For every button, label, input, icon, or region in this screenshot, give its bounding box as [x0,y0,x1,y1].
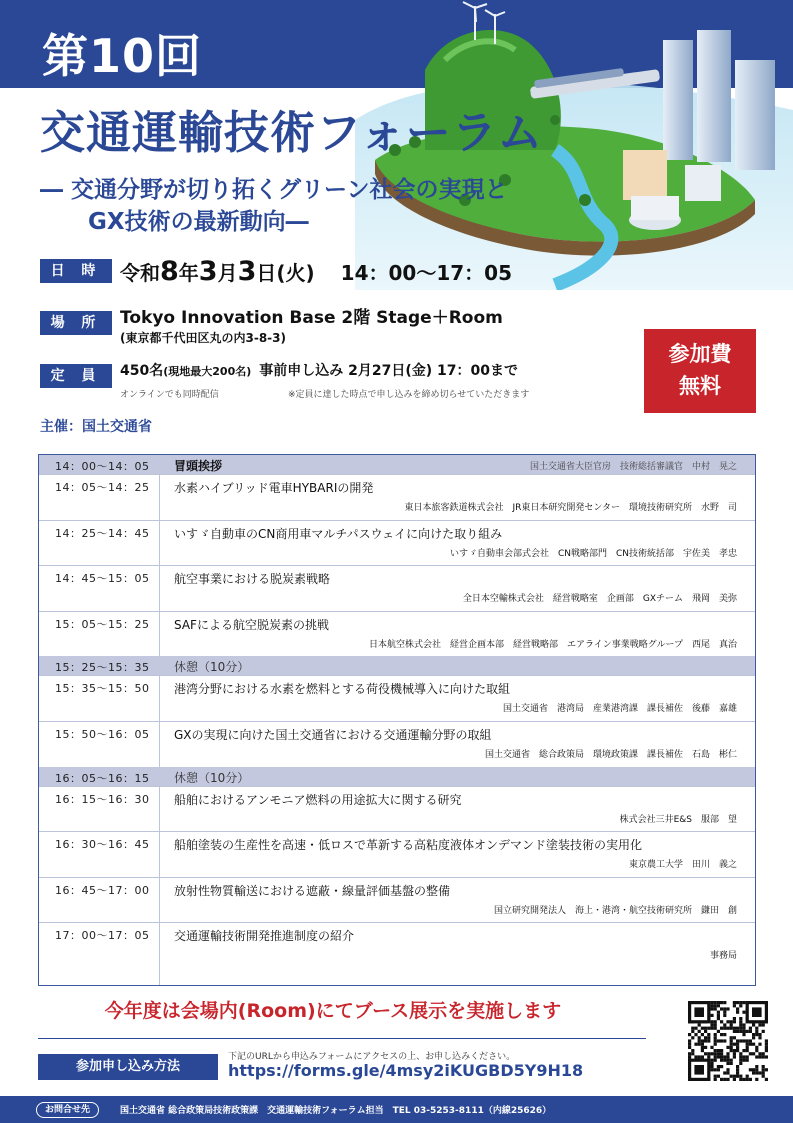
date-year: 8 [160,256,179,287]
session-speaker: 国土交通省 総合政策局 環境政策課 課長補佐 石島 彬仁 [484,750,737,760]
session-time: 16：45～17：00 [55,883,150,897]
booth-announcement: 今年度は会場内(Room)にてブース展示を実施します [104,1000,562,1022]
capacity-value: 450名 [120,363,164,379]
venue-address: (東京都千代田区丸の内3-8-3) [120,331,286,345]
session-title: 交通運輸技術開発推進制度の紹介 [174,929,355,944]
subtitle-line-2: GX技術の最新動向― [88,209,309,235]
session-speaker: 東京農工大学 田川 義之 [628,860,737,871]
session-speaker: 国立研究開発法人 海上・港湾・航空技術研究所 鎌田 創 [493,905,737,916]
contact-label: お問合せ先 [36,1102,99,1118]
session-title: 水素ハイブリッド電車HYBARIの開発 [174,481,374,495]
session-time: 15：05～15：25 [55,617,150,631]
program-session-row [39,786,755,831]
session-title: 放射性物質輸送における遮蔽・線量評価基盤の整備 [174,883,451,898]
forum-title: 交通運輸技術フォーラム [40,106,544,159]
session-title: 休憩（10分） [174,660,250,675]
session-title: 港湾分野における水素を燃料とする荷役機械導入に向けた取組 [174,682,511,697]
date-era: 令和 [120,261,160,285]
program-band-row [39,455,755,474]
session-title: 航空事業における脱炭素戦略 [174,572,331,587]
program-session-row [39,721,755,766]
date-weekday: (火) [276,261,315,285]
capacity-label: 定 員 [40,364,112,388]
session-time: 14：00～14：05 [55,460,150,473]
booth-underline [38,1038,646,1039]
contact-info: 国土交通省 総合政策局技術政策課 交通運輸技術フォーラム担当 TEL 03-5253-8111（内線25626） [120,1106,552,1116]
date-year-unit: 年 [178,261,199,285]
program-session-row [39,922,755,967]
session-speaker: 国土交通省 港湾局 産業港湾課 課長補佐 後藤 嘉雄 [502,704,737,715]
subtitle [40,174,508,238]
program-session-row [39,565,755,610]
session-title: 休憩（10分） [174,770,250,785]
session-time: 14：25～14：45 [55,526,150,540]
session-title: GXの実現に向けた国土交通省における交通運輸分野の取組 [174,728,492,742]
program-session-row [39,675,755,720]
session-time: 15：35～15：50 [55,682,150,696]
session-title: 船舶塗装の生産性を高速・低ロスで革新する高粘度液体オンデマンド塗装技術の実用化 [174,838,643,853]
session-speaker: 株式会社三井E&S 服部 望 [619,814,737,825]
session-speaker: 東日本旅客鉄道株式会社 JR東日本研究開発センター 環境技術研究所 水野 司 [404,503,737,513]
session-speaker: 国土交通省大臣官房 技術総括審議官 中村 晃之 [529,462,737,472]
date-day: 3 [237,256,257,287]
program-session-row [39,520,755,565]
venue-name: Tokyo Innovation Base 2階 Stage＋Room [120,308,503,328]
session-title: 船舶におけるアンモニア燃料の用途拡大に関する研究 [174,792,462,807]
fee-badge [644,329,756,413]
session-time: 16：05～16：15 [55,771,150,785]
session-time: 15：50～16：05 [55,728,150,741]
event-number: 第10回 [42,29,203,83]
event-time: 14：00～17：05 [340,261,512,285]
session-time: 15：25～15：35 [55,661,150,675]
program-session-row [39,831,755,876]
session-time: 16：30～16：45 [55,838,150,852]
date-month: 3 [198,256,218,287]
session-time: 16：15～16：30 [55,792,150,806]
date-month-unit: 月 [217,261,238,285]
online-note: オンラインでも同時配信 [120,390,219,400]
session-title: 冒頭挨拶 [174,459,223,473]
apply-url-link[interactable]: https://forms.gle/4msy2iKUGBD5Y9H18 [228,1061,584,1080]
fee-value: 無料 [679,374,721,398]
host-organizer: 主催：国土交通省 [40,419,152,435]
capacity-line [120,360,518,380]
program-band-row [39,767,755,786]
date-day-unit: 日 [256,261,277,285]
capacity-detail: (現地最大200名) [163,365,252,378]
event-date [120,256,512,287]
apply-method-label: 参加申し込み方法 [38,1054,218,1080]
session-title: いすゞ自動車のCN商用車マルチパスウェイに向けた取り組み [174,526,503,541]
session-speaker: 全日本空輸株式会社 経営戦略室 企画部 GXチーム 飛岡 美弥 [462,594,737,605]
apply-note: 下記のURLから申込みフォームにアクセスの上、お申し込みください。 [228,1052,516,1062]
registration-deadline: 事前申し込み 2月27日(金) 17：00まで [259,363,518,379]
footer-bar [0,1096,793,1123]
capacity-note: ※定員に達した時点で申し込みを締め切らせていただきます [288,390,530,400]
session-time: 14：05～14：25 [55,481,150,494]
session-speaker: いすゞ自動車会部式会社 CN戦略部門 CN技術統括部 宇佐美 孝忠 [449,548,737,559]
session-title: SAFによる航空脱炭素の挑戦 [174,617,329,632]
program-band-row [39,656,755,675]
fee-label: 参加費 [668,342,732,366]
program-session-row [39,877,755,922]
program-table [38,454,756,986]
venue-label: 場 所 [40,311,112,335]
session-time: 17：00～17：05 [55,929,150,943]
session-speaker: 事務局 [709,951,737,962]
qr-code-icon[interactable] [688,1001,768,1081]
program-session-row [39,474,755,519]
program-session-row [39,611,755,656]
session-time: 14：45～15：05 [55,572,150,586]
subtitle-line-1: ― 交通分野が切り拓くグリーン社会の実現と [40,177,508,203]
date-label: 日 時 [40,259,112,283]
session-speaker: 日本航空株式会社 経営企画本部 経営戦略部 エアライン事業戦略グループ 西尾 真治 [368,639,737,650]
